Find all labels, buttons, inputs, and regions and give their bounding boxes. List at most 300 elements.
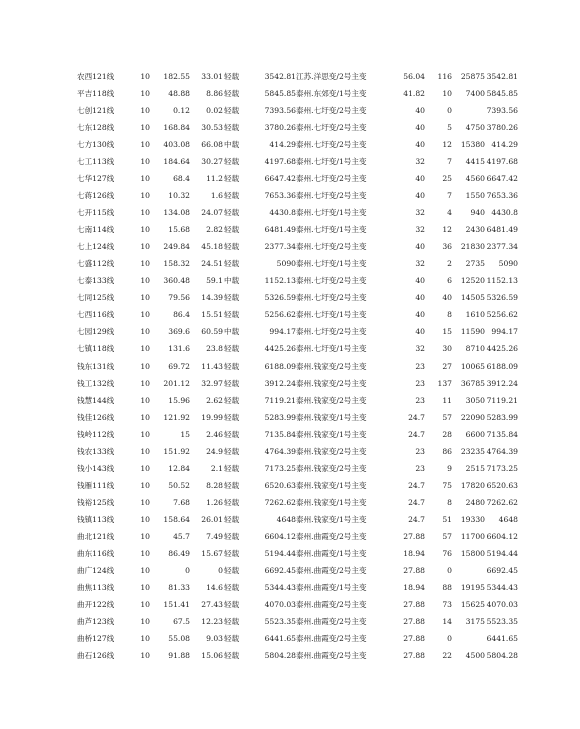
user-count-cell: 22 <box>442 651 452 661</box>
transformer-cell: 泰州.钱家变/2号主变 <box>296 463 367 473</box>
available-value-cell: 4648 <box>498 514 518 524</box>
user-count-cell: 6 <box>447 276 452 286</box>
load-rate-cell: 45.18 <box>201 242 223 252</box>
table-row <box>0 528 580 545</box>
current-value-cell: 131.6 <box>168 344 190 354</box>
table-row <box>0 307 580 324</box>
load-level-cell: 轻载 <box>224 225 240 235</box>
right-margin <box>518 68 580 85</box>
voltage-kv-cell: 10 <box>140 549 150 559</box>
right-margin <box>518 562 580 579</box>
voltage-kv-cell: 10 <box>140 276 150 286</box>
margin-value-cell: 1152.13 <box>264 276 296 286</box>
table-row <box>0 511 580 528</box>
table-row <box>0 85 580 102</box>
load-rate-cell: 26.01 <box>201 514 223 524</box>
voltage-kv-cell: 10 <box>140 395 150 405</box>
feeder-name-cell: 钱岭112线 <box>77 429 115 439</box>
voltage-kv-cell: 10 <box>140 310 150 320</box>
load-rate-cell: 2.1 <box>210 463 223 473</box>
margin-value-cell: 3912.24 <box>264 378 296 388</box>
load-rate-cell: 19.99 <box>201 412 223 422</box>
voltage-kv-cell: 10 <box>140 463 150 473</box>
voltage-kv-cell: 10 <box>140 139 150 149</box>
current-value-cell: 81.33 <box>168 583 190 593</box>
user-count-cell: 76 <box>442 549 452 559</box>
load-level-cell: 轻载 <box>224 395 240 405</box>
installed-kva-cell: 6600 <box>465 429 485 439</box>
transformer-cell: 泰州.曲霞变/2号主变 <box>296 651 367 661</box>
transformer-cell: 泰州.钱家变/2号主变 <box>296 446 367 456</box>
right-margin <box>518 426 580 443</box>
table-row <box>0 426 580 443</box>
capacity-mva-cell: 56.04 <box>403 71 425 81</box>
table-row <box>0 256 580 273</box>
feeder-name-cell: 七华127线 <box>77 174 115 183</box>
available-value-cell: 7173.25 <box>486 463 518 473</box>
feeder-name-cell: 曲桥127线 <box>77 634 115 644</box>
available-value-cell: 5523.35 <box>486 617 518 627</box>
right-margin <box>518 477 580 494</box>
margin-value-cell: 6520.63 <box>264 480 296 490</box>
right-margin <box>518 460 580 477</box>
current-value-cell: 168.84 <box>163 122 190 132</box>
capacity-mva-cell: 41.82 <box>403 88 425 98</box>
load-level-cell: 轻载 <box>224 429 240 439</box>
load-level-cell: 轻载 <box>224 463 240 473</box>
transformer-cell: 泰州.钱家变/1号主变 <box>296 497 367 507</box>
table-row <box>0 631 580 648</box>
available-value-cell: 7262.62 <box>486 497 518 507</box>
capacity-mva-cell: 32 <box>415 156 425 166</box>
available-value-cell: 5845.85 <box>486 88 518 98</box>
current-value-cell: 184.64 <box>163 156 190 166</box>
capacity-mva-cell: 32 <box>415 259 425 269</box>
installed-kva-cell: 2515 <box>465 463 485 473</box>
margin-value-cell: 4197.68 <box>264 156 296 166</box>
margin-value-cell: 7173.25 <box>264 463 296 473</box>
load-rate-cell: 15.67 <box>201 549 223 559</box>
current-value-cell: 15.68 <box>168 225 190 235</box>
user-count-cell: 28 <box>442 429 452 439</box>
transformer-cell: 江苏.洋思变/2号主变 <box>296 71 367 81</box>
load-rate-cell: 2.62 <box>206 395 223 405</box>
capacity-mva-cell: 40 <box>415 105 425 115</box>
capacity-mva-cell: 40 <box>415 174 425 183</box>
load-level-cell: 轻载 <box>224 480 240 490</box>
table-row <box>0 68 580 85</box>
feeder-name-cell: 七创121线 <box>77 105 115 115</box>
available-value-cell: 7135.84 <box>486 429 518 439</box>
load-level-cell: 轻载 <box>224 344 240 354</box>
available-value-cell: 4070.03 <box>486 600 518 610</box>
table-row <box>0 273 580 290</box>
installed-kva-cell: 15625 <box>460 600 485 610</box>
user-count-cell: 116 <box>437 71 452 81</box>
table-row <box>0 614 580 631</box>
transformer-cell: 泰州.钱家变/1号主变 <box>296 429 367 439</box>
margin-value-cell: 4430.8 <box>269 208 296 218</box>
right-margin <box>518 375 580 392</box>
current-value-cell: 67.5 <box>173 617 190 627</box>
margin-value-cell: 414.29 <box>269 139 296 149</box>
table-row <box>0 187 580 204</box>
feeder-name-cell: 农西121线 <box>77 71 115 81</box>
user-count-cell: 0 <box>447 566 452 576</box>
installed-kva-cell: 23235 <box>460 446 485 456</box>
margin-value-cell: 7135.84 <box>264 429 296 439</box>
load-rate-cell: 1.6 <box>210 191 223 201</box>
right-margin <box>518 273 580 290</box>
right-margin <box>518 256 580 273</box>
right-margin <box>518 221 580 238</box>
feeder-name-cell: 钱农133线 <box>77 446 115 456</box>
feeder-name-cell: 平吉118线 <box>77 88 115 98</box>
user-count-cell: 30 <box>442 344 452 354</box>
installed-kva-cell <box>452 562 485 579</box>
available-value-cell: 5194.44 <box>486 549 518 559</box>
current-value-cell: 48.88 <box>168 88 190 98</box>
user-count-cell: 25 <box>442 174 452 183</box>
installed-kva-cell: 940 <box>470 208 485 218</box>
load-rate-cell: 7.49 <box>206 531 223 541</box>
installed-kva-cell: 15800 <box>460 549 485 559</box>
transformer-cell: 泰州.七圩变/2号主变 <box>296 122 367 132</box>
available-value-cell: 3780.26 <box>486 122 518 132</box>
feeder-name-cell: 曲焦113线 <box>77 583 115 593</box>
capacity-mva-cell: 27.88 <box>403 651 425 661</box>
load-level-cell: 轻载 <box>224 531 240 541</box>
capacity-mva-cell: 23 <box>415 395 425 405</box>
user-count-cell: 57 <box>442 412 452 422</box>
load-level-cell: 轻载 <box>224 310 240 320</box>
current-value-cell: 69.72 <box>168 361 190 371</box>
voltage-kv-cell: 10 <box>140 378 150 388</box>
feeder-name-cell: 曲石126线 <box>77 651 115 661</box>
load-rate-cell: 8.86 <box>206 88 223 98</box>
table-row <box>0 648 580 665</box>
transformer-cell: 泰州.钱家变/1号主变 <box>296 514 367 524</box>
user-count-cell: 9 <box>447 463 452 473</box>
margin-value-cell: 5090 <box>276 259 296 269</box>
capacity-mva-cell: 40 <box>415 276 425 286</box>
available-value-cell: 6188.09 <box>486 361 518 371</box>
available-value-cell: 7119.21 <box>486 395 518 405</box>
current-value-cell: 158.64 <box>163 514 190 524</box>
installed-kva-cell: 19330 <box>460 514 485 524</box>
transformer-cell: 泰州.七圩变/2号主变 <box>296 139 367 149</box>
margin-value-cell: 7653.36 <box>264 191 296 201</box>
current-value-cell: 15.96 <box>168 395 190 405</box>
available-value-cell: 6520.63 <box>486 480 518 490</box>
capacity-mva-cell: 27.88 <box>403 617 425 627</box>
user-count-cell: 36 <box>442 242 452 252</box>
capacity-mva-cell: 24.7 <box>408 429 425 439</box>
feeder-name-cell: 七蒋126线 <box>77 191 115 201</box>
margin-value-cell: 5523.35 <box>264 617 296 627</box>
user-count-cell: 57 <box>442 531 452 541</box>
transformer-cell: 泰州.七圩变/1号主变 <box>296 259 367 269</box>
capacity-mva-cell: 27.88 <box>403 600 425 610</box>
transformer-cell: 泰州.七圩变/2号主变 <box>296 327 367 337</box>
voltage-kv-cell: 10 <box>140 514 150 524</box>
transformer-cell: 泰州.东郊变/1号主变 <box>296 88 367 98</box>
installed-kva-cell <box>452 102 485 119</box>
transformer-cell: 泰州.曲霞变/1号主变 <box>296 549 367 559</box>
user-count-cell: 27 <box>442 361 452 371</box>
load-rate-cell: 14.39 <box>201 293 223 303</box>
user-count-cell: 7 <box>447 156 452 166</box>
table-row <box>0 443 580 460</box>
transformer-cell: 泰州.钱家变/2号主变 <box>296 378 367 388</box>
transformer-cell: 泰州.七圩变/1号主变 <box>296 156 367 166</box>
capacity-mva-cell: 24.7 <box>408 480 425 490</box>
capacity-mva-cell: 40 <box>415 327 425 337</box>
installed-kva-cell: 2480 <box>465 497 485 507</box>
load-level-cell: 轻载 <box>224 651 240 661</box>
feeder-name-cell: 曲东116线 <box>77 549 115 559</box>
installed-kva-cell: 3175 <box>465 617 485 627</box>
feeder-name-cell: 七园129线 <box>77 327 115 337</box>
right-margin <box>518 238 580 255</box>
voltage-kv-cell: 10 <box>140 600 150 610</box>
load-rate-cell: 2.46 <box>206 429 223 439</box>
load-level-cell: 轻载 <box>224 412 240 422</box>
installed-kva-cell: 4415 <box>465 156 485 166</box>
voltage-kv-cell: 10 <box>140 583 150 593</box>
current-value-cell: 68.4 <box>173 174 190 183</box>
voltage-kv-cell: 10 <box>140 71 150 81</box>
available-value-cell: 5326.59 <box>486 293 518 303</box>
installed-kva-cell: 4750 <box>465 122 485 132</box>
available-value-cell: 4197.68 <box>486 156 518 166</box>
feeder-name-cell: 七工113线 <box>77 156 115 166</box>
load-rate-cell: 23.8 <box>206 344 223 354</box>
capacity-mva-cell: 23 <box>415 446 425 456</box>
load-level-cell: 轻载 <box>224 549 240 559</box>
table-row <box>0 136 580 153</box>
voltage-kv-cell: 10 <box>140 105 150 115</box>
transformer-cell: 泰州.曲霞变/2号主变 <box>296 531 367 541</box>
user-count-cell: 5 <box>447 122 452 132</box>
table-row <box>0 392 580 409</box>
current-value-cell: 134.08 <box>163 208 190 218</box>
load-level-cell: 轻载 <box>224 634 240 644</box>
margin-value-cell: 2377.34 <box>264 242 296 252</box>
voltage-kv-cell: 10 <box>140 293 150 303</box>
load-rate-cell: 59.1 <box>206 276 223 286</box>
transformer-cell: 泰州.七圩变/2号主变 <box>296 105 367 115</box>
current-value-cell: 182.55 <box>163 71 190 81</box>
voltage-kv-cell: 10 <box>140 122 150 132</box>
feeder-name-cell: 钱裕125线 <box>77 497 115 507</box>
capacity-mva-cell: 40 <box>415 242 425 252</box>
load-rate-cell: 30.27 <box>201 156 223 166</box>
user-count-cell: 8 <box>447 310 452 320</box>
transformer-cell: 泰州.七圩变/2号主变 <box>296 191 367 201</box>
installed-kva-cell: 19195 <box>460 583 485 593</box>
capacity-mva-cell: 18.94 <box>403 583 425 593</box>
available-value-cell: 6647.42 <box>486 174 518 183</box>
voltage-kv-cell: 10 <box>140 566 150 576</box>
load-rate-cell: 11.2 <box>206 174 223 183</box>
voltage-kv-cell: 10 <box>140 191 150 201</box>
available-value-cell: 3912.24 <box>486 378 518 388</box>
load-rate-cell: 24.9 <box>206 446 223 456</box>
capacity-mva-cell: 24.7 <box>408 514 425 524</box>
feeder-load-table <box>0 68 580 665</box>
available-value-cell: 3542.81 <box>486 71 518 81</box>
right-margin <box>518 204 580 221</box>
feeder-name-cell: 钱镇113线 <box>77 514 115 524</box>
load-level-cell: 轻载 <box>224 497 240 507</box>
feeder-name-cell: 钱东131线 <box>77 361 115 371</box>
load-level-cell: 中载 <box>224 276 240 286</box>
table-row <box>0 153 580 170</box>
capacity-mva-cell: 24.7 <box>408 412 425 422</box>
user-count-cell: 2 <box>447 259 452 269</box>
voltage-kv-cell: 10 <box>140 634 150 644</box>
available-value-cell: 414.29 <box>491 139 518 149</box>
load-rate-cell: 33.01 <box>201 71 223 81</box>
table-row <box>0 358 580 375</box>
voltage-kv-cell: 10 <box>140 361 150 371</box>
right-margin <box>518 528 580 545</box>
feeder-name-cell: 七上124线 <box>77 242 115 252</box>
available-value-cell: 6441.65 <box>486 634 518 644</box>
available-value-cell: 7393.56 <box>486 105 518 115</box>
transformer-cell: 泰州.七圩变/2号主变 <box>296 174 367 183</box>
feeder-name-cell: 钱佳126线 <box>77 412 115 422</box>
margin-value-cell: 7393.56 <box>264 105 296 115</box>
load-rate-cell: 1.26 <box>206 497 223 507</box>
load-level-cell: 轻载 <box>224 293 240 303</box>
load-level-cell: 轻载 <box>224 174 240 183</box>
right-margin <box>518 648 580 665</box>
feeder-name-cell: 钱小143线 <box>77 463 115 473</box>
load-level-cell: 轻载 <box>224 71 240 81</box>
load-rate-cell: 14.6 <box>206 583 223 593</box>
current-value-cell: 10.32 <box>168 191 190 201</box>
transformer-cell: 泰州.钱家变/1号主变 <box>296 480 367 490</box>
current-value-cell: 12.84 <box>168 463 190 473</box>
right-margin <box>518 102 580 119</box>
margin-value-cell: 994.17 <box>269 327 296 337</box>
margin-value-cell: 4425.26 <box>264 344 296 354</box>
load-level-cell: 中载 <box>224 139 240 149</box>
margin-value-cell: 5344.43 <box>264 583 296 593</box>
capacity-mva-cell: 27.88 <box>403 634 425 644</box>
right-margin <box>518 341 580 358</box>
current-value-cell: 151.92 <box>163 446 190 456</box>
installed-kva-cell: 17820 <box>460 480 485 490</box>
right-margin <box>518 136 580 153</box>
load-rate-cell: 15.51 <box>201 310 223 320</box>
load-level-cell: 轻载 <box>224 208 240 218</box>
margin-value-cell: 6441.65 <box>264 634 296 644</box>
margin-value-cell: 3780.26 <box>264 122 296 132</box>
installed-kva-cell: 25875 <box>460 71 485 81</box>
table-row <box>0 562 580 579</box>
transformer-cell: 泰州.七圩变/1号主变 <box>296 310 367 320</box>
margin-value-cell: 7262.62 <box>264 497 296 507</box>
table-row <box>0 545 580 562</box>
available-value-cell: 5090 <box>498 259 518 269</box>
table-row <box>0 341 580 358</box>
feeder-name-cell: 七方130线 <box>77 139 115 149</box>
right-margin <box>518 153 580 170</box>
user-count-cell: 15 <box>442 327 452 337</box>
user-count-cell: 12 <box>442 139 452 149</box>
voltage-kv-cell: 10 <box>140 156 150 166</box>
available-value-cell: 5256.62 <box>486 310 518 320</box>
current-value-cell: 45.7 <box>173 531 190 541</box>
available-value-cell: 4425.26 <box>486 344 518 354</box>
voltage-kv-cell: 10 <box>140 412 150 422</box>
margin-value-cell: 5845.85 <box>264 88 296 98</box>
transformer-cell: 泰州.钱家变/1号主变 <box>296 412 367 422</box>
table-row <box>0 221 580 238</box>
user-count-cell: 88 <box>442 583 452 593</box>
voltage-kv-cell: 10 <box>140 344 150 354</box>
available-value-cell: 4764.39 <box>486 446 518 456</box>
installed-kva-cell: 36785 <box>460 378 485 388</box>
table-row <box>0 375 580 392</box>
margin-value-cell: 5804.28 <box>264 651 296 661</box>
load-level-cell: 轻载 <box>224 156 240 166</box>
capacity-mva-cell: 23 <box>415 463 425 473</box>
available-value-cell: 5283.99 <box>486 412 518 422</box>
load-level-cell: 轻载 <box>224 259 240 269</box>
load-level-cell: 中载 <box>224 327 240 337</box>
installed-kva-cell: 14505 <box>460 293 485 303</box>
capacity-mva-cell: 32 <box>415 225 425 235</box>
table-row <box>0 460 580 477</box>
load-level-cell: 轻载 <box>224 191 240 201</box>
load-rate-cell: 24.51 <box>201 259 223 269</box>
load-rate-cell: 24.07 <box>201 208 223 218</box>
capacity-mva-cell: 40 <box>415 122 425 132</box>
available-value-cell: 5344.43 <box>486 583 518 593</box>
user-count-cell: 0 <box>447 105 452 115</box>
current-value-cell: 158.32 <box>163 259 190 269</box>
table-row <box>0 477 580 494</box>
capacity-mva-cell: 24.7 <box>408 497 425 507</box>
voltage-kv-cell: 10 <box>140 497 150 507</box>
feeder-name-cell: 七西116线 <box>77 310 115 320</box>
installed-kva-cell: 1550 <box>465 191 485 201</box>
installed-kva-cell: 2430 <box>465 225 485 235</box>
feeder-name-cell: 七盛112线 <box>77 259 115 269</box>
feeder-name-cell: 钱工132线 <box>77 378 115 388</box>
load-rate-cell: 8.28 <box>206 480 223 490</box>
voltage-kv-cell: 10 <box>140 174 150 183</box>
right-margin <box>518 579 580 596</box>
transformer-cell: 泰州.七圩变/2号主变 <box>296 276 367 286</box>
load-rate-cell: 32.97 <box>201 378 223 388</box>
user-count-cell: 86 <box>442 446 452 456</box>
installed-kva-cell: 3050 <box>465 395 485 405</box>
available-value-cell: 994.17 <box>491 327 518 337</box>
user-count-cell: 8 <box>447 497 452 507</box>
capacity-mva-cell: 40 <box>415 293 425 303</box>
load-rate-cell: 60.59 <box>201 327 223 337</box>
table-row <box>0 409 580 426</box>
right-margin <box>518 596 580 613</box>
capacity-mva-cell: 27.88 <box>403 531 425 541</box>
table-row <box>0 290 580 307</box>
load-level-cell: 轻载 <box>224 566 240 576</box>
